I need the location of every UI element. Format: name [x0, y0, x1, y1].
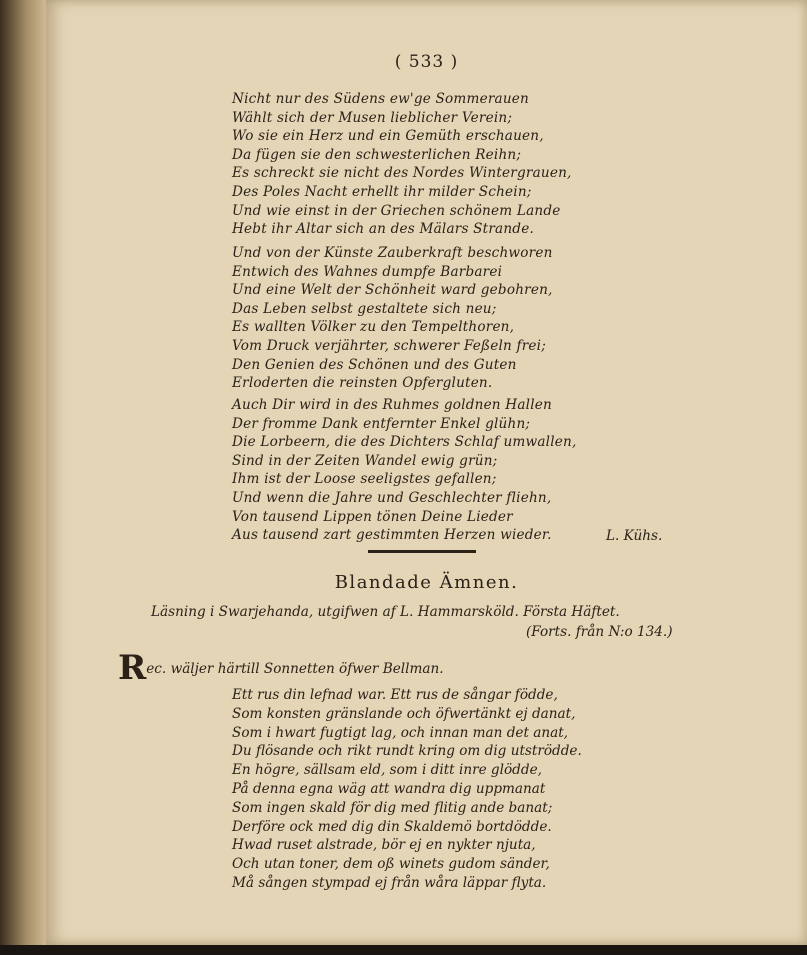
book-spine — [0, 0, 46, 955]
verse-line: Von tausend Lippen tönen Deine Lieder — [232, 508, 513, 525]
drop-cap: R — [118, 648, 147, 688]
verse-line: Den Genien des Schönen und des Guten — [232, 356, 517, 373]
sonnet-line: Må sången stympad ej från wåra läppar flyta. — [232, 874, 547, 891]
page-number: ( 533 ) — [394, 52, 459, 72]
sonnet-line: Och utan toner, dem oß winets gudom sänder, — [232, 856, 550, 873]
sonnet-line: Derföre ock med dig din Skaldemö bortdödde. — [232, 818, 552, 835]
section-heading: Blandade Ämnen. — [334, 572, 519, 593]
sonnet-line: Som konsten gränslande och öfwertänkt ej danat, — [232, 705, 576, 722]
verse-line: Hebt ihr Altar sich an des Mälars Strande. — [232, 221, 534, 238]
verse-line: Es schreckt sie nicht des Nordes Wintergrauen, — [232, 165, 572, 182]
verse-line: Das Leben selbst gestaltete sich neu; — [232, 300, 497, 317]
author-signature: L. Kühs. — [606, 528, 663, 544]
verse-line: Sind in der Zeiten Wandel ewig grün; — [232, 452, 498, 469]
review-intro — [118, 648, 444, 688]
verse-line: Aus tausend zart gestimmten Herzen wieder. — [232, 527, 552, 544]
page-bottom-edge — [0, 945, 807, 955]
verse-line: Wo sie ein Herz und ein Gemüth erschauen, — [232, 128, 544, 145]
sonnet-line: Som ingen skald för dig med flitig ande banat; — [232, 799, 553, 816]
verse-line: Und von der Künste Zauberkraft beschworen — [232, 245, 553, 261]
stanza-3 — [232, 396, 576, 545]
sonnet-line: En högre, sällsam eld, som i ditt inre glödde, — [232, 762, 542, 779]
verse-line: Ihm ist der Loose seeligstes gefallen; — [232, 471, 497, 488]
verse-line: Vom Druck verjährter, schwerer Feßeln frei; — [232, 337, 547, 354]
verse-line: Des Poles Nacht erhellt ihr milder Schein; — [232, 183, 532, 200]
book-page — [46, 0, 807, 945]
verse-line: Nicht nur des Südens ew'ge Sommerauen — [232, 91, 529, 107]
sonnet-line: Du flösande och rikt rundt kring om dig utströdde. — [232, 743, 582, 760]
stanza-1 — [232, 90, 572, 239]
sonnet-line: Ett rus din lefnad war. Ett rus de sångar födde, — [232, 687, 558, 703]
verse-line: Da fügen sie den schwesterlichen Reihn; — [232, 146, 522, 163]
verse-line: Auch Dir wird in des Ruhmes goldnen Hallen — [232, 397, 552, 413]
verse-line: Und eine Welt der Schönheit ward gebohren, — [232, 282, 553, 299]
sonnet-line: På denna egna wäg att wandra dig uppmanat — [232, 780, 546, 797]
stanza-2 — [232, 244, 553, 393]
review-intro-text: ec. wäljer härtill Sonnetten öfwer Bellman. — [146, 661, 444, 677]
verse-line: Und wenn die Jahre und Geschlechter fliehn, — [232, 489, 552, 506]
sonnet-line: Som i hwart fugtigt lag, och innan man det anat, — [232, 724, 568, 741]
verse-line: Der fromme Dank entfernter Enkel glühn; — [232, 415, 531, 432]
sonnet — [232, 686, 582, 893]
sonnet-line: Hwad ruset alstrade, bör ej en nykter njuta, — [232, 837, 536, 854]
continuation-note: (Forts. från N:o 134.) — [526, 624, 673, 640]
verse-line: Und wie einst in der Griechen schönem Lande — [232, 202, 561, 219]
verse-line: Wählt sich der Musen lieblicher Verein; — [232, 109, 513, 126]
verse-line: Es wallten Völker zu den Tempelthoren, — [232, 319, 515, 336]
verse-line: Entwich des Wahnes dumpfe Barbarei — [232, 263, 503, 280]
review-title: Läsning i Swarjehanda, utgifwen af L. Hammarsköld. Första Häftet. — [151, 604, 620, 620]
section-divider — [368, 550, 476, 553]
verse-line: Die Lorbeern, die des Dichters Schlaf umwallen, — [232, 434, 577, 451]
verse-line: Erloderten die reinsten Opfergluten. — [232, 375, 493, 392]
